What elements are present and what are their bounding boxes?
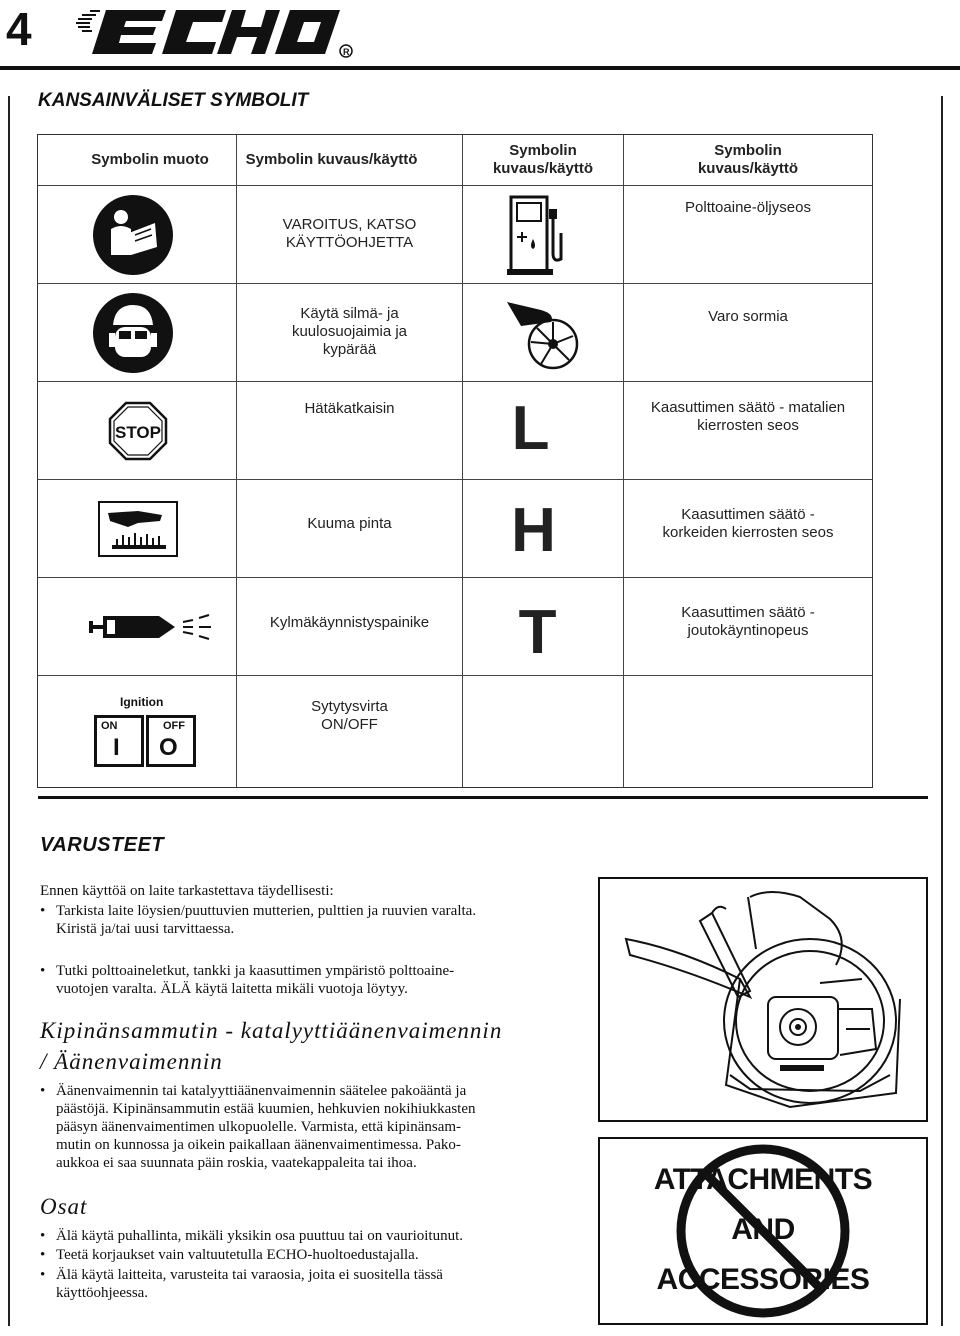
and-word: AND — [731, 1213, 795, 1246]
table-divider — [38, 381, 872, 382]
parts-heading: Osat — [40, 1194, 88, 1219]
table-divider — [623, 135, 624, 787]
bullet-dot: • — [40, 1228, 46, 1244]
symbol-description: Kylmäkäynnistyspainike — [269, 614, 430, 631]
list-item-line: Älä käytä puhallinta, mikäli yksikin osa puuttuu tai on vaurioitunut. — [56, 1228, 464, 1244]
section-rule — [38, 796, 928, 799]
list-item-line: Kiristä ja/tai uusi tarvittaessa. — [56, 921, 235, 937]
bullet-dot: • — [40, 1247, 46, 1263]
right-margin-rule — [941, 96, 943, 1326]
accessories-section-title: VARUSTEET — [40, 834, 165, 856]
eye-ear-head-protection-icon — [88, 293, 178, 373]
symbols-section-title: KANSAINVÄLISET SYMBOLIT — [38, 90, 309, 111]
symbols-table — [37, 134, 873, 788]
list-item-line: Tarkista laite löysien/puuttuvien mutterien, pulttien ja ruuvien varalta. — [56, 903, 477, 919]
list-item — [40, 1227, 464, 1245]
symbol-description: Varo sormia — [708, 308, 788, 325]
letter-h-icon: H — [511, 496, 556, 565]
stop-sign-icon — [98, 391, 178, 471]
list-item-line: pääsyn äänenvaimentimen ulkopuolelle. Varmista, että kipinänsam- — [56, 1119, 462, 1135]
col-header: Symbolin kuvaus/käyttö — [492, 142, 594, 177]
off-label: OFF — [163, 720, 185, 732]
list-item-line: Äänenvaimennin tai katalyyttiäänenvaimennin säätelee pakoääntä ja — [56, 1083, 467, 1099]
symbol-description: Kaasuttimen säätö - joutokäyntinopeus — [681, 604, 815, 639]
bullet-dot: • — [40, 903, 46, 919]
bullet-dot: • — [40, 963, 46, 979]
read-manual-icon — [88, 195, 178, 275]
fuel-pump-icon — [493, 191, 583, 279]
on-label: ON — [101, 720, 118, 732]
list-item — [40, 1266, 443, 1302]
table-divider — [38, 577, 872, 578]
echo-logo — [76, 4, 356, 60]
symbol-description: Polttoaine-öljyseos — [685, 199, 811, 216]
symbol-description: Hätäkatkaisin — [304, 400, 395, 417]
list-item-line: vuotojen varalta. ÄLÄ käytä laitetta mikäli vuotoja löytyy. — [56, 981, 408, 997]
ignition-switch-icon — [88, 687, 238, 777]
letter-t-icon: T — [518, 598, 557, 667]
header-rule — [0, 66, 960, 70]
off-symbol: O — [159, 734, 178, 761]
backpack-blower-illustration — [598, 877, 928, 1122]
on-box — [94, 715, 144, 767]
symbol-description: Kuuma pinta — [307, 515, 392, 532]
hot-surface-icon — [93, 489, 183, 569]
table-divider — [462, 135, 463, 787]
list-item — [40, 902, 477, 938]
table-divider — [38, 675, 872, 676]
list-item-line: Älä käytä laitteita, varusteita tai varaosia, joita ei suositella tässä — [56, 1267, 443, 1283]
list-item-line: käyttöohjeessa. — [56, 1285, 149, 1301]
left-margin-rule — [8, 96, 10, 1326]
letter-l-icon: L — [511, 394, 550, 463]
list-item-line: Teetä korjaukset vain valtuutetulla ECHO-huoltoedustajalla. — [56, 1247, 419, 1263]
list-item — [40, 962, 455, 998]
col-header: Symbolin kuvaus/käyttö — [697, 142, 799, 177]
on-symbol: I — [113, 734, 120, 761]
list-item-line: aukkoa ei saa suunnata päin roskia, vaatekappaleita tai ihoa. — [56, 1155, 417, 1171]
list-item-line: Tutki polttoaineletkut, tankki ja kaasuttimen ympäristö polttoaine- — [56, 963, 455, 979]
symbol-description: Sytytysvirta ON/OFF — [311, 698, 388, 733]
list-item — [40, 1246, 419, 1264]
table-divider — [38, 479, 872, 480]
bullet-dot: • — [40, 1083, 46, 1099]
attachments-warning-sign — [598, 1137, 928, 1325]
symbol-description: Käytä silmä- ja kuulosuojaimia ja kypärää — [291, 305, 408, 358]
symbol-description: Kaasuttimen säätö - matalien kierrosten seos — [650, 399, 846, 434]
list-item — [40, 1082, 476, 1172]
list-item-line: päästöjä. Kipinänsammutin estää kuumien, hehkuvien nokihiukkasten — [56, 1101, 476, 1117]
spark-arrestor-heading: Kipinänsammutin - katalyyttiäänenvaimennin — [40, 1018, 503, 1043]
svg-text:STOP: STOP — [115, 423, 161, 442]
ignition-title: Ignition — [120, 695, 164, 709]
off-box — [146, 715, 196, 767]
col-header: Symbolin muoto — [91, 151, 209, 168]
hand-fan-icon — [498, 295, 588, 375]
symbol-description: VAROITUS, KATSO KÄYTTÖOHJETTA — [282, 216, 417, 251]
intro-text: Ennen käyttöä on laite tarkastettava täydellisesti: — [40, 883, 334, 899]
svg-text:R: R — [343, 47, 350, 57]
list-item-line: mutin on kunnossa ja oikein paikallaan äänenvaimentimessa. Pako- — [56, 1137, 461, 1153]
muffler-heading: / Äänenvaimennin — [40, 1049, 223, 1074]
page-number: 4 — [6, 3, 32, 55]
attachments-word: ATTACHMENTS — [653, 1163, 873, 1196]
col-header: Symbolin kuvaus/käyttö — [245, 151, 418, 168]
symbol-description: Kaasuttimen säätö - korkeiden kierrosten seos — [662, 506, 834, 541]
accessories-word: ACCESSORIES — [656, 1263, 870, 1296]
primer-bulb-icon — [82, 587, 222, 667]
bullet-dot: • — [40, 1267, 46, 1283]
